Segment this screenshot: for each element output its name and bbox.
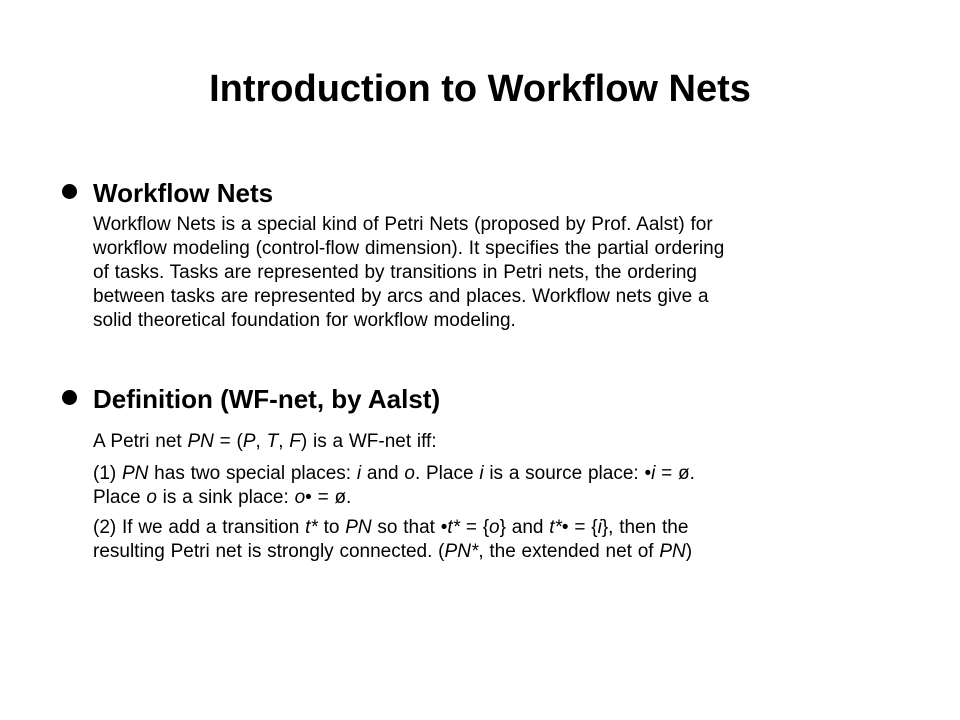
slide-title: Introduction to Workflow Nets (209, 68, 751, 110)
bullet-dot-icon (62, 390, 77, 405)
bullet-dot-icon (62, 184, 77, 199)
condition-1-line-1: (1) PN has two special places: i and o. Place i is a source place: •i = ø. (93, 463, 695, 484)
definition-intro (93, 430, 903, 454)
condition-2-line-2: resulting Petri net is strongly connected. (PN*, the extended net of PN) (93, 541, 693, 562)
definition-intro-line: A Petri net PN = (P, T, F) is a WF-net iff: (93, 431, 437, 452)
paragraph-line: between tasks are represented by arcs and places. Workflow nets give a (93, 286, 709, 307)
paragraph-line: solid theoretical foundation for workflow modeling. (93, 310, 516, 331)
section-heading-workflow-nets: Workflow Nets (93, 178, 274, 208)
definition-condition-2 (93, 516, 903, 564)
condition-1-line-2: Place o is a sink place: o• = ø. (93, 487, 352, 508)
condition-2-line-1: (2) If we add a transition t* to PN so that •t* = {o} and t*• = {i}, then the (93, 517, 689, 538)
workflow-nets-paragraph (93, 213, 903, 333)
paragraph-line: of tasks. Tasks are represented by transitions in Petri nets, the ordering (93, 262, 697, 283)
paragraph-line: workflow modeling (control-flow dimension). It specifies the partial ordering (93, 238, 725, 259)
definition-condition-1 (93, 462, 903, 510)
paragraph-line: Workflow Nets is a special kind of Petri Nets (proposed by Prof. Aalst) for (93, 214, 713, 235)
section-heading-definition: Definition (WF-net, by Aalst) (93, 384, 441, 414)
